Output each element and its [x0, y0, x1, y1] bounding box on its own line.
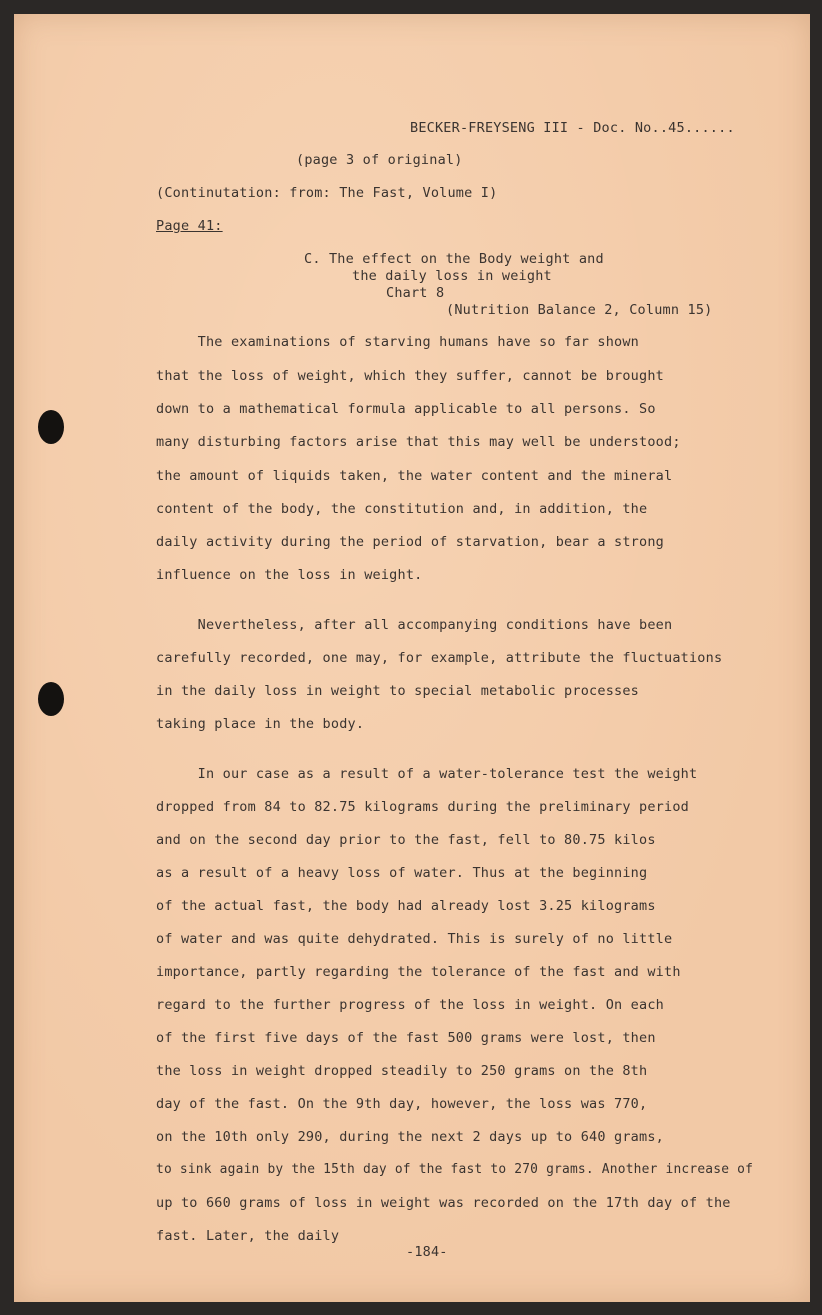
paragraph-1-line: content of the body, the constitution and, in addition, the [156, 501, 648, 517]
paragraph-3-line: dropped from 84 to 82.75 kilograms during the preliminary period [156, 799, 689, 815]
paragraph-1-line: The examinations of starving humans have so far shown [156, 334, 640, 350]
section-heading-line-1: C. The effect on the Body weight and [304, 251, 604, 267]
paragraph-2-line: carefully recorded, one may, for example, attribute the fluctuations [156, 650, 723, 666]
paragraph-3-line: on the 10th only 290, during the next 2 days up to 640 grams, [156, 1129, 664, 1145]
document-page [14, 14, 810, 1302]
paragraph-3-line: up to 660 grams of loss in weight was recorded on the 17th day of the [156, 1195, 731, 1211]
paragraph-2-line: Nevertheless, after all accompanying conditions have been [156, 617, 673, 633]
paragraph-3-line: of the first five days of the fast 500 grams were lost, then [156, 1030, 656, 1046]
page-note: (page 3 of original) [296, 152, 463, 168]
paragraph-3-line: the loss in weight dropped steadily to 250 grams on the 8th [156, 1063, 648, 1079]
paragraph-1-line: down to a mathematical formula applicable to all persons. So [156, 401, 656, 417]
paragraph-1-line: many disturbing factors arise that this may well be understood; [156, 434, 681, 450]
paragraph-3-line: of the actual fast, the body had already lost 3.25 kilograms [156, 898, 656, 914]
paragraph-3-line: and on the second day prior to the fast, fell to 80.75 kilos [156, 832, 656, 848]
paragraph-1-line: the amount of liquids taken, the water content and the mineral [156, 468, 673, 484]
section-heading-line-2: the daily loss in weight [352, 268, 552, 284]
continuation-note: (Continutation: from: The Fast, Volume I) [156, 185, 498, 201]
paragraph-3-line: to sink again by the 15th day of the fast to 270 grams. Another increase of [156, 1162, 754, 1177]
paragraph-3-line: regard to the further progress of the loss in weight. On each [156, 997, 664, 1013]
paragraph-2-line: in the daily loss in weight to special metabolic processes [156, 683, 640, 699]
paragraph-3-line: as a result of a heavy loss of water. Thus at the beginning [156, 865, 648, 881]
section-heading-line-4: (Nutrition Balance 2, Column 15) [446, 302, 713, 318]
paragraph-3-line: importance, partly regarding the tolerance of the fast and with [156, 964, 681, 980]
paragraph-1-line: influence on the loss in weight. [156, 567, 423, 583]
section-heading-line-3: Chart 8 [386, 285, 445, 301]
page-number: -184- [406, 1244, 448, 1260]
paragraph-3-line: of water and was quite dehydrated. This is surely of no little [156, 931, 673, 947]
paragraph-3-line: fast. Later, the daily [156, 1228, 340, 1244]
punch-hole-top [38, 410, 64, 444]
paragraph-2-line: taking place in the body. [156, 716, 365, 732]
paragraph-1-line: that the loss of weight, which they suffer, cannot be brought [156, 368, 664, 384]
punch-hole-bottom [38, 682, 64, 716]
page-label: Page 41: [156, 218, 223, 234]
paragraph-3-line: day of the fast. On the 9th day, however, the loss was 770, [156, 1096, 648, 1112]
header-reference: BECKER-FREYSENG III - Doc. No..45...... [410, 120, 735, 136]
paragraph-1-line: daily activity during the period of starvation, bear a strong [156, 534, 664, 550]
paragraph-3-line: In our case as a result of a water-tolerance test the weight [156, 766, 698, 782]
